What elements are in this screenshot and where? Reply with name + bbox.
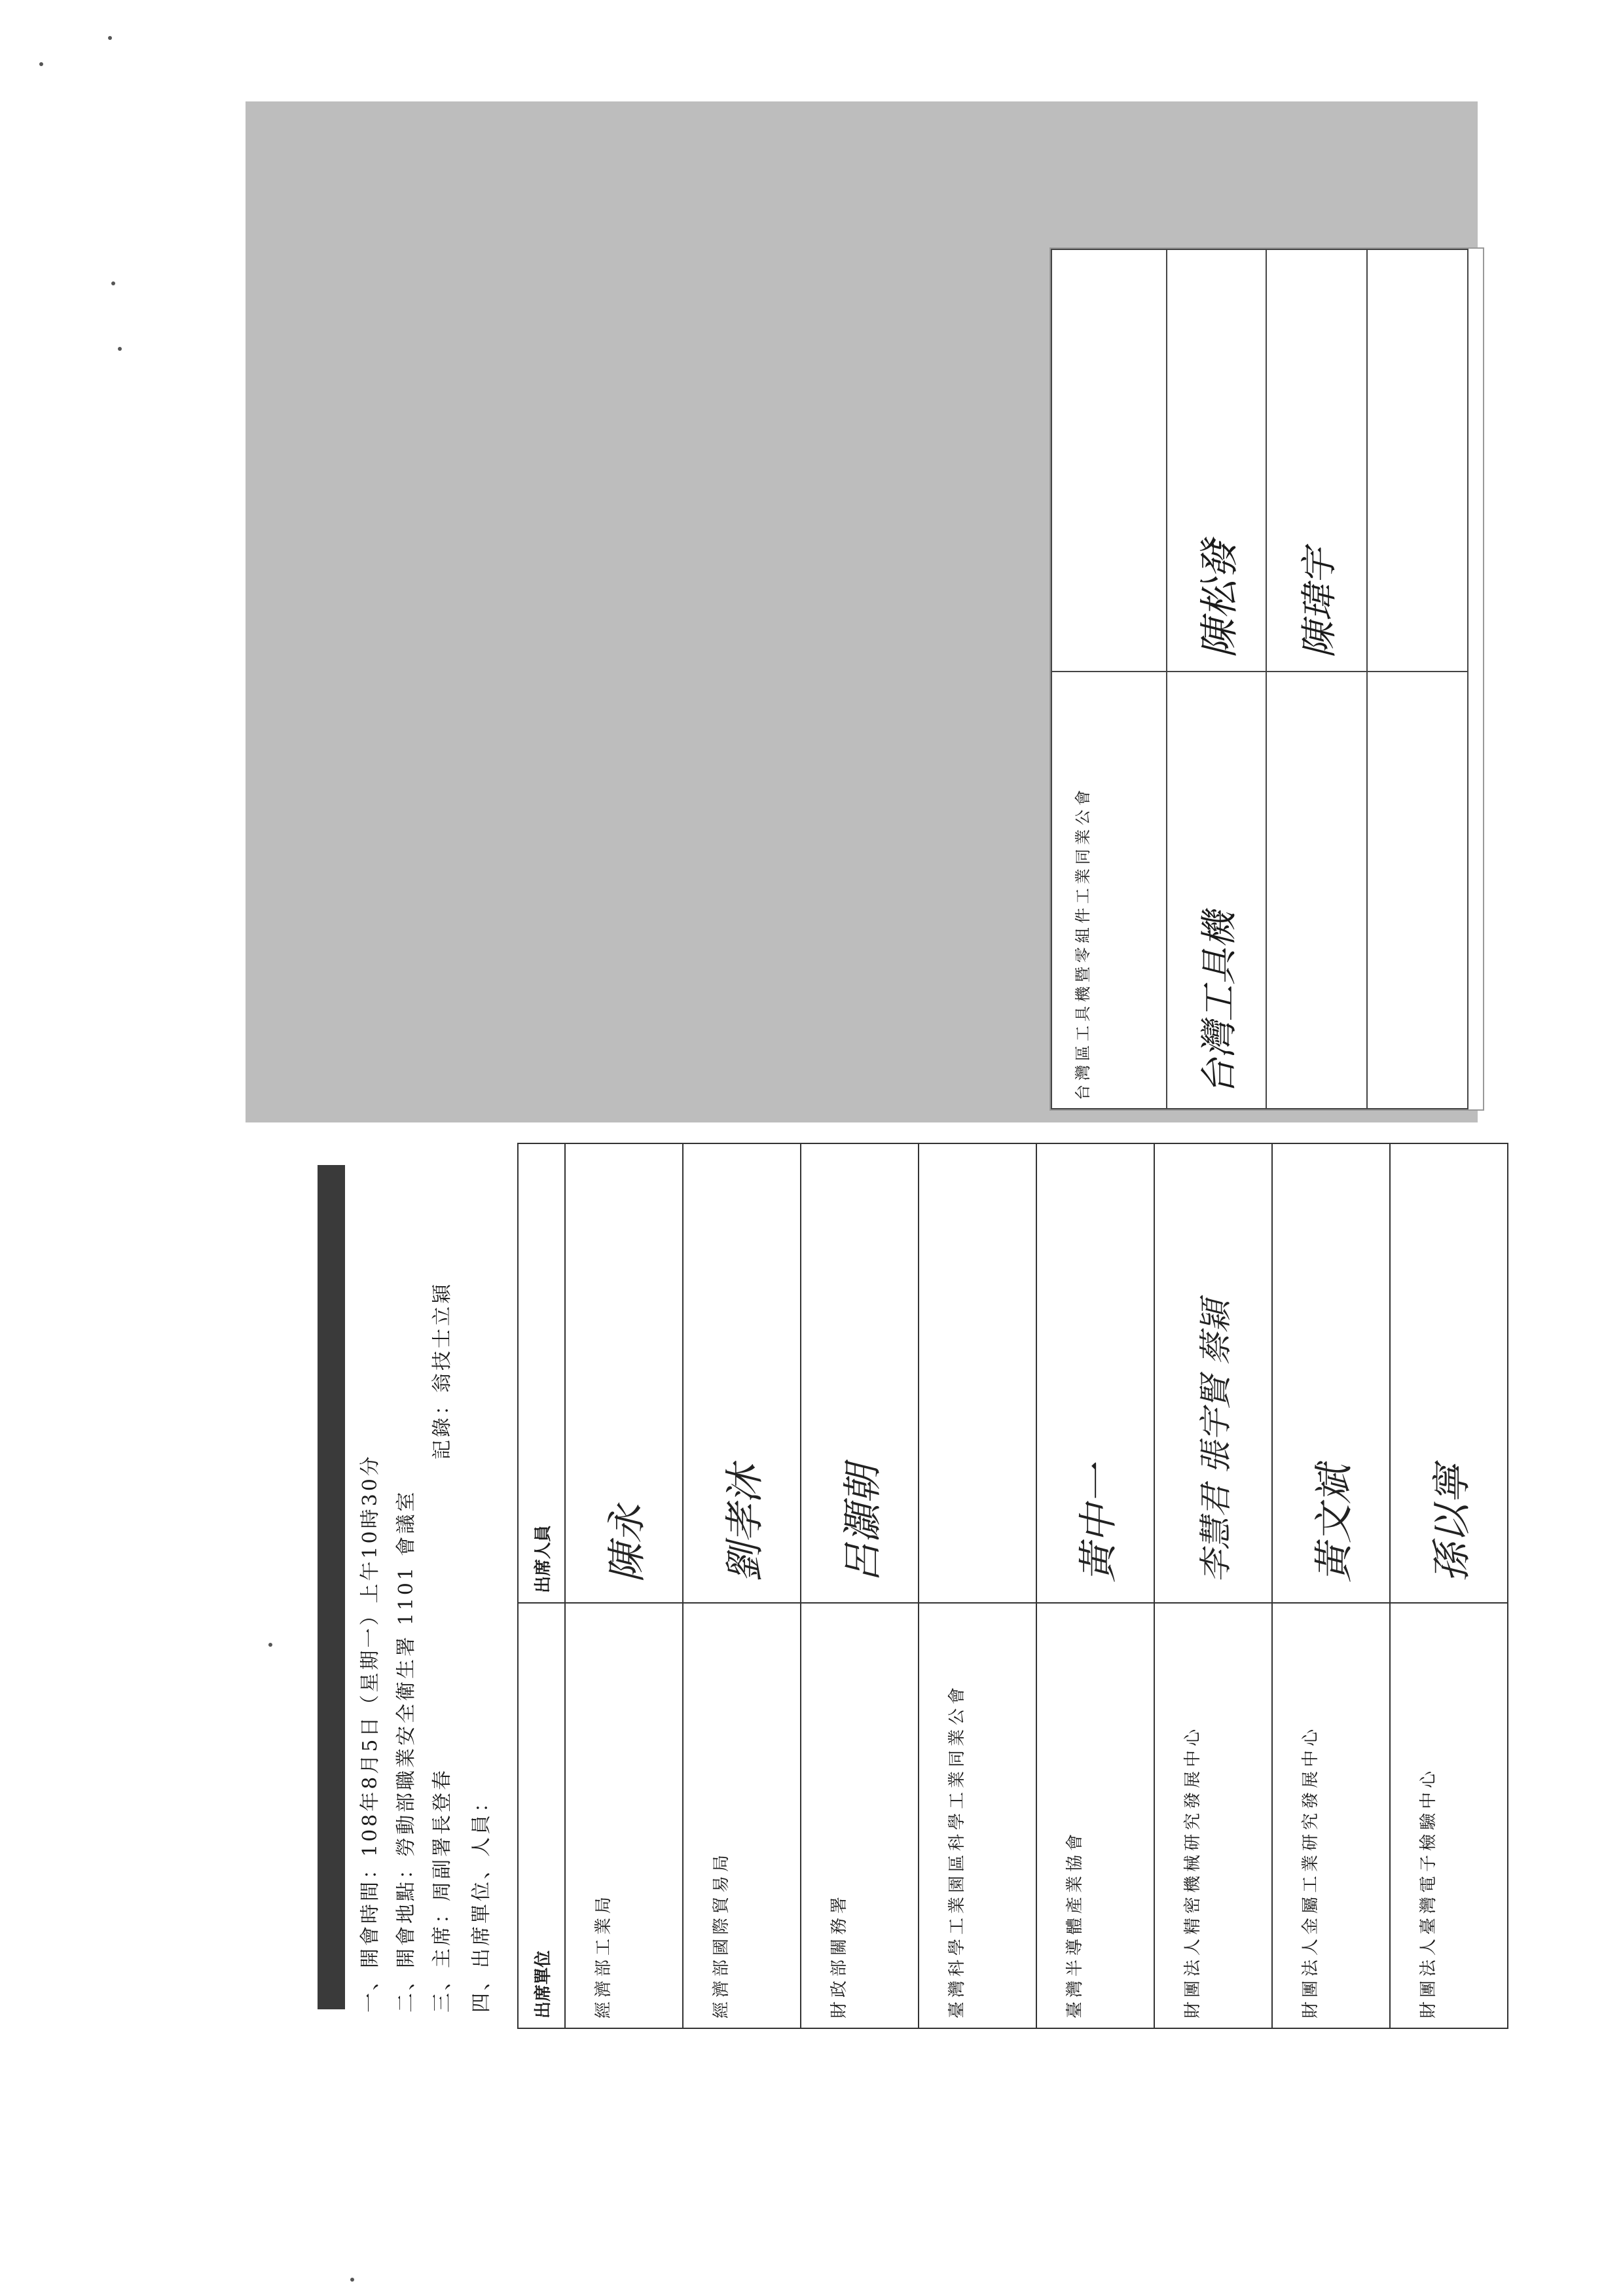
attendee-cell: 黃文斌 (1272, 1143, 1390, 1603)
unit-cell: 臺灣科學工業園區科學工業同業公會 (919, 1603, 1036, 2028)
table-row (801, 1143, 919, 2028)
unit-cell: 財團法人金屬工業研究發展中心 (1272, 1603, 1390, 2028)
attendee-cell: 陳瑋宇 (1266, 249, 1367, 672)
table-row (1266, 249, 1367, 1109)
attendee-cell: 陳永 (565, 1143, 683, 1603)
scan-speck (350, 2278, 354, 2282)
scan-speck (111, 281, 115, 285)
redaction-bar (318, 1165, 345, 2009)
attendee-cell: 黃中一 (1036, 1143, 1154, 1603)
unit-cell: 財團法人精密機械研究發展中心 (1154, 1603, 1272, 2028)
unit-cell: 台灣區工具機暨零組件工業同業公會 (1051, 672, 1167, 1109)
unit-cell: 經濟部國際貿易局 (683, 1603, 801, 2028)
unit-cell: 經濟部工業局 (565, 1603, 683, 2028)
unit-cell: 財團法人臺灣電子檢驗中心 (1390, 1603, 1508, 2028)
scan-speck (268, 1643, 272, 1647)
attendee-cell (919, 1143, 1036, 1603)
table-row (1272, 1143, 1390, 2028)
table-row (1036, 1143, 1154, 2028)
table-row (1154, 1143, 1272, 2028)
pasted-attendance-strip (1051, 249, 1483, 1109)
attendee-cell: 呂灝朝 (801, 1143, 919, 1603)
scan-speck (39, 62, 43, 66)
scan-speck (108, 36, 112, 40)
unit-cell (1266, 672, 1367, 1109)
table-row (919, 1143, 1036, 2028)
bottom-attendance-table (517, 1143, 1508, 2029)
pasted-attendance-table (1051, 249, 1468, 1109)
attendee-cell (1051, 249, 1167, 672)
bottom-table-header (518, 1143, 565, 2028)
meeting-chair: 三、主席：周副署長登春 (431, 1768, 454, 2013)
attendee-cell: 陳松發 (1167, 249, 1266, 672)
header-unit: 出席單位 (518, 1603, 565, 2028)
attendees-heading: 四、出席單位、人員： (470, 1790, 493, 2013)
table-row (1367, 249, 1468, 1109)
meeting-recorder: 記錄：翁技士立穎 (431, 1282, 454, 1460)
unit-cell: 台灣工具機 (1167, 672, 1266, 1109)
header-attendee: 出席人員 (518, 1143, 565, 1603)
unit-cell (1367, 672, 1468, 1109)
table-row (1390, 1143, 1508, 2028)
meeting-time: 一、開會時間：108年8月5日（星期一）上午10時30分 (359, 1454, 382, 2013)
unit-cell: 財政部關務署 (801, 1603, 919, 2028)
meeting-location: 二、開會地點：勞動部職業安全衛生署 1101 會議室 (395, 1489, 418, 2013)
attendee-cell: 李慧君 張宇賢 蔡穎 (1154, 1143, 1272, 1603)
scan-speck (118, 347, 122, 351)
table-row (1051, 249, 1167, 1109)
table-row (683, 1143, 801, 2028)
attendee-cell: 劉孝沐 (683, 1143, 801, 1603)
attendee-cell: 孫以寧 (1390, 1143, 1508, 1603)
table-row (565, 1143, 683, 2028)
unit-cell: 臺灣半導體產業協會 (1036, 1603, 1154, 2028)
attendee-cell (1367, 249, 1468, 672)
table-row (1167, 249, 1266, 1109)
